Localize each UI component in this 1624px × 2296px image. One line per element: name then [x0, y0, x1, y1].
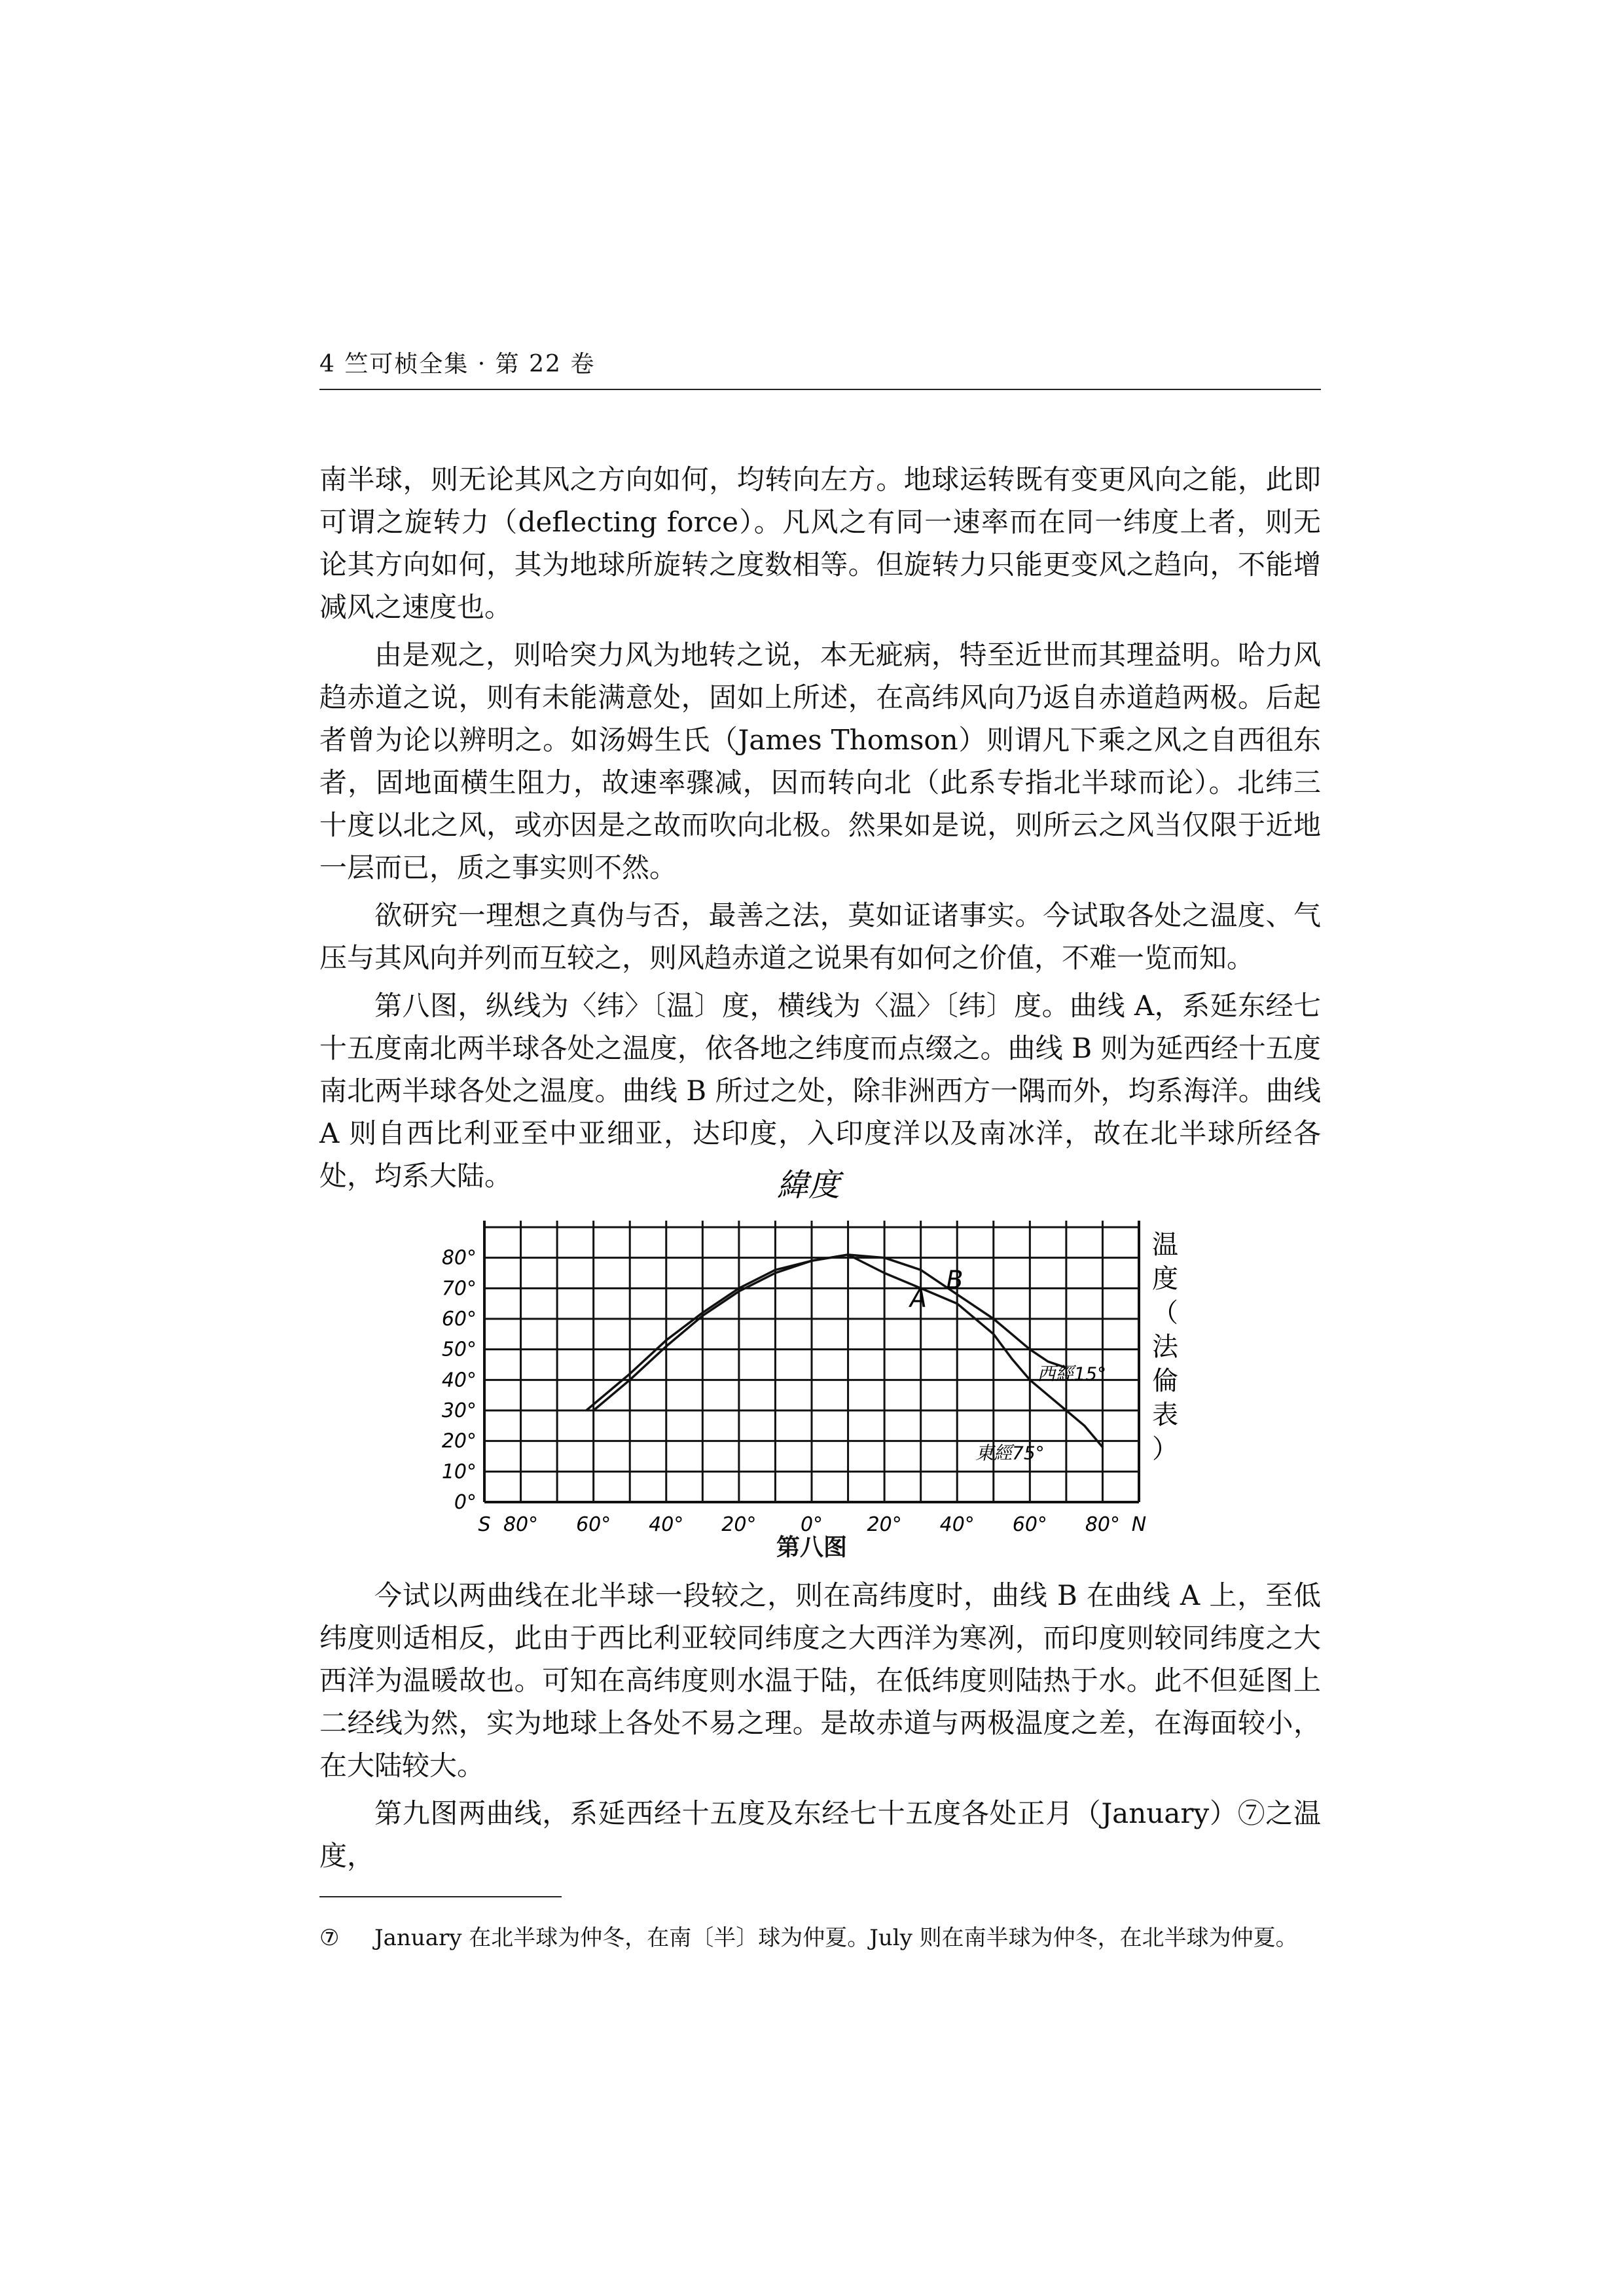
x-tick-label: 0° [800, 1513, 823, 1536]
x-tick-label: 40° [649, 1513, 684, 1536]
paragraph: 第九图两曲线，系延西经十五度及东经七十五度各处正月（January）⑦之温度， [319, 1797, 1321, 1872]
y-tick-label: 70° [441, 1277, 477, 1300]
y-axis-label-char: 倫 [1152, 1366, 1178, 1396]
body-text-top [319, 458, 1321, 1202]
figure-8 [432, 1162, 1185, 1568]
y-tick-label: 40° [441, 1369, 477, 1392]
x-tick-label: S [478, 1513, 491, 1536]
x-tick-label: 60° [1012, 1513, 1047, 1536]
temperature-latitude-chart [432, 1162, 1185, 1568]
footnote [319, 1918, 1321, 1958]
body-text-bottom [319, 1574, 1321, 1882]
paragraph: 第八图，纵线为〈纬〉〔温〕度，横线为〈温〉〔纬〕度。曲线 A，系延东经七十五度南北两半球各处之温度，依各地之纬度而点缀之。曲线 B 则为延西经十五度南北两半球各处之温度。曲线 B 所过之处，除非洲西方一隅而外，均系海洋。曲线 A 则自西比利亚至中亚细亚，达印度，入印度洋以及南冰洋，故在北半球所经各处，均系大陆。 [319, 990, 1321, 1192]
y-tick-label: 0° [454, 1491, 477, 1514]
x-tick-label: N [1131, 1513, 1147, 1536]
footnote-rule [319, 1896, 562, 1897]
y-axis-label-char: 表 [1152, 1400, 1178, 1430]
running-header [319, 346, 1321, 390]
running-head-text: 4 竺可桢全集 · 第 22 卷 [319, 351, 596, 378]
y-axis-label-char: （ [1152, 1298, 1178, 1328]
paragraph: 由是观之，则哈突力风为地转之说，本无疵病，特至近世而其理益明。哈力风趋赤道之说，则有未能满意处，固如上所述，在高纬风向乃返自赤道趋两极。后起者曾为论以辨明之。如汤姆生氏（James Thomson）则谓凡下乘之风之自西徂东者，固地面横生阻力，故速率骤减，因而转向北（此系专指北半球而论）。北纬三十度以北之风，或亦因是之故而吹向北极。然果如是说，则所云之风当仅限于近地一层而已，质之事实则不然。 [319, 639, 1321, 884]
x-tick-label: 60° [576, 1513, 611, 1536]
y-axis-label-char: ） [1152, 1434, 1178, 1464]
y-tick-labels [442, 1247, 477, 1514]
y-axis-label-char: 温 [1152, 1230, 1178, 1260]
footnote-text: January 在北半球为仲冬，在南〔半〕球为仲夏。July 则在南半球为仲冬，在北半球为仲夏。 [374, 1925, 1298, 1951]
chart-title: 緯度 [776, 1167, 840, 1204]
x-tick-label: 80° [503, 1513, 539, 1536]
footnote-marker: ⑦ [319, 1925, 340, 1951]
curve-a [586, 1255, 1103, 1447]
y-tick-label: 10° [441, 1460, 477, 1484]
y-axis-label-char: 度 [1152, 1264, 1178, 1294]
x-tick-label: 40° [939, 1513, 975, 1536]
x-tick-label: 20° [867, 1513, 902, 1536]
y-tick-label: 20° [441, 1429, 477, 1453]
paragraph: 今试以两曲线在北半球一段较之，则在高纬度时，曲线 B 在曲线 A 上，至低纬度则适相反，此由于西比利亚较同纬度之大西洋为寒冽，而印度则较同纬度之大西洋为温暖故也。可知在高纬度则水温于陆，在低纬度则陆热于水。此不但延图上二经线为然，实为地球上各处不易之理。是故赤道与两极温度之差，在海面较小，在大陆较大。 [319, 1579, 1321, 1782]
chart-curves [586, 1255, 1103, 1447]
annotation-west-15: 西經15° [1037, 1363, 1107, 1385]
figure-caption: 第八图 [776, 1534, 847, 1561]
curve-label-a: A [910, 1283, 927, 1313]
x-tick-label: 20° [721, 1513, 757, 1536]
y-axis-label-char: 法 [1152, 1332, 1178, 1362]
y-tick-label: 50° [441, 1338, 477, 1361]
curve-label-b: B [946, 1265, 964, 1295]
annotation-east-75: 東經75° [975, 1442, 1045, 1464]
paragraph: 欲研究一理想之真伪与否，最善之法，莫如证诸事实。今试取各处之温度、气压与其风向并列而互较之，则风趋赤道之说果有如何之价值，不难一览而知。 [319, 899, 1321, 974]
curve-b [594, 1255, 1066, 1410]
x-tick-label: 80° [1085, 1513, 1121, 1536]
paragraph: 南半球，则无论其风之方向如何，均转向左方。地球运转既有变更风向之能，此即可谓之旋转力（deflecting force）。凡风之有同一速率而在同一纬度上者，则无论其方向如何，其为地球所旋转之度数相等。但旋转力只能更变风之趋向，不能增减风之速度也。 [319, 463, 1321, 623]
y-tick-label: 30° [441, 1399, 477, 1422]
y-tick-label: 60° [441, 1308, 477, 1331]
y-tick-label: 80° [441, 1246, 477, 1270]
y-axis-label-vertical [1152, 1230, 1179, 1464]
